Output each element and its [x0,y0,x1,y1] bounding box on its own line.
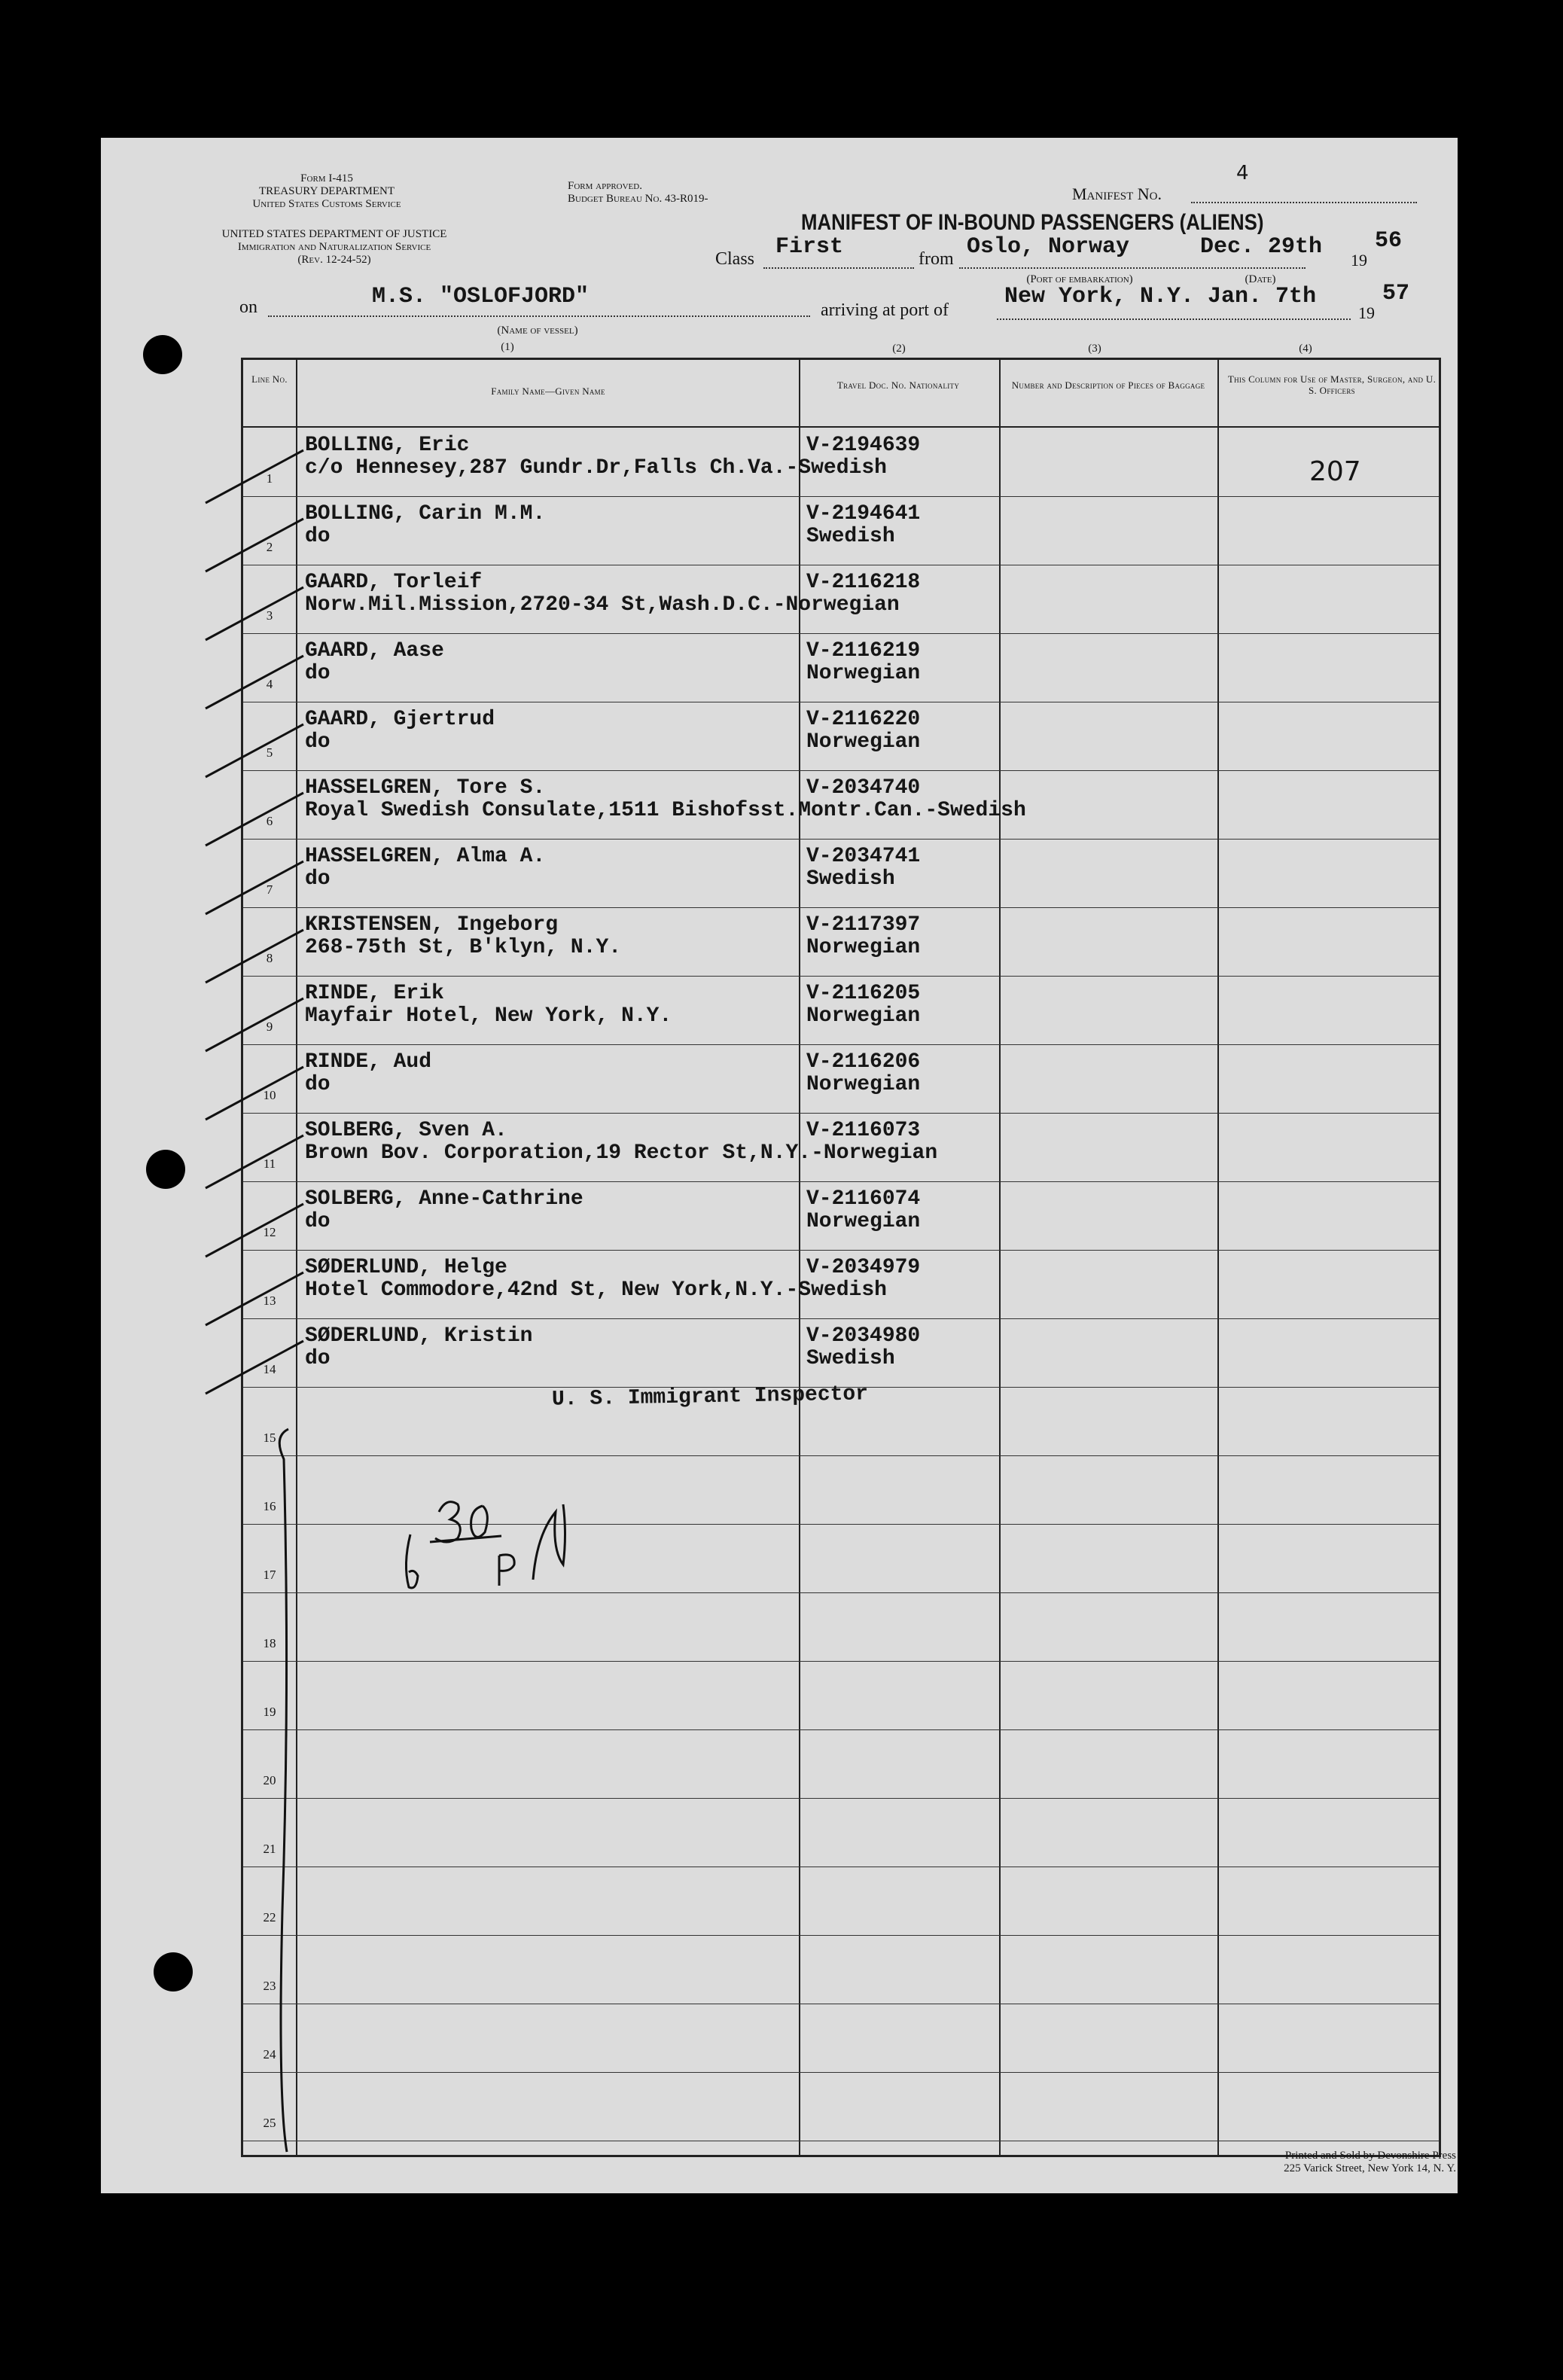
punch-hole-top [143,335,182,374]
row-divider [243,1661,1439,1662]
line-number: 19 [263,1705,276,1719]
check-mark [198,511,311,579]
header-travel-doc: Travel Doc. No. Nationality [836,379,960,391]
passenger-name: SOLBERG, Sven A. [305,1119,507,1142]
line-number: 5 [266,745,273,760]
travel-doc-number: V-2116219 [806,639,921,663]
passenger-name: HASSELGREN, Alma A. [305,845,546,868]
row-divider [243,770,1439,771]
line-number: 25 [263,2116,276,2130]
nationality: Norwegian [806,662,921,685]
line-number: 2 [266,540,273,554]
passenger-address: Brown Bov. Corporation,19 Rector St,N.Y.-Norwegian [305,1141,938,1165]
row-divider [243,1181,1439,1182]
travel-doc-number: V-2117397 [806,913,921,937]
date-caption: (Date) [1245,273,1276,285]
passenger-address: Hotel Commodore,42nd St, New York,N.Y.-Swedish [305,1278,887,1302]
line-number: 23 [263,1979,276,1993]
line-number: 4 [266,677,273,691]
row-divider [243,633,1439,634]
manifest-title: MANIFEST OF IN-BOUND PASSENGERS (ALIENS) [801,210,1264,235]
inspector-stamp: U. S. Immigrant Inspector [551,1382,869,1412]
travel-doc-number: V-2194639 [806,434,921,457]
check-mark [198,1128,311,1196]
nationality: Norwegian [806,730,921,754]
manifest-page [101,138,1458,2193]
nationality: Swedish [806,525,895,548]
vessel-caption: (Name of vessel) [497,325,578,337]
handwritten-time [349,1459,574,1595]
punch-hole-bottom [154,1952,193,1991]
check-mark [198,648,311,716]
passenger-address: c/o Hennesey,287 Gundr.Dr,Falls Ch.Va.-Swedish [305,456,887,480]
passenger-name: GAARD, Gjertrud [305,708,495,731]
line-number: 20 [263,1773,276,1787]
passenger-name: BOLLING, Eric [305,434,470,457]
passenger-name: GAARD, Torleif [305,571,483,594]
passenger-address: 268-75th St, B'klyn, N.Y. [305,936,622,959]
nationality: Norwegian [806,1073,921,1096]
passenger-name: SØDERLUND, Helge [305,1256,507,1279]
bracket-mark [261,1422,306,2159]
nationality: Norwegian [806,1210,921,1233]
passenger-name: SØDERLUND, Kristin [305,1324,533,1348]
check-mark [198,785,311,853]
nationality: Swedish [806,1347,895,1370]
header-officers: This Column for Use of Master, Surgeon, and U. S. Officers [1227,373,1437,396]
nationality: Swedish [806,867,895,891]
check-mark [198,1196,311,1264]
class-field [763,267,914,269]
passenger-name: GAARD, Aase [305,639,444,663]
passenger-address: do [305,662,331,685]
passenger-name: RINDE, Erik [305,982,444,1005]
col-divider-2 [799,360,800,2155]
passenger-address: Royal Swedish Consulate,1511 Bishofsst.Montr.Can.-Swedish [305,799,1026,822]
travel-doc-number: V-2116206 [806,1050,921,1074]
row-divider [243,1044,1439,1045]
manifest-no-label: Manifest No. [1072,184,1162,203]
revision-date: (Rev. 12-24-52) [297,254,371,266]
officer-note: 207 [1309,456,1361,487]
check-mark [198,580,311,648]
vessel-field [268,315,810,317]
justice-dept: UNITED STATES DEPARTMENT OF JUSTICE [221,228,447,240]
col-2-number: (2) [892,343,906,355]
passenger-name: RINDE, Aud [305,1050,432,1074]
travel-doc-number: V-2116218 [806,571,921,594]
col-4-number: (4) [1299,343,1312,355]
col-divider-4 [1217,360,1219,2155]
manifest-no-field [1191,201,1417,203]
passenger-name: KRISTENSEN, Ingeborg [305,913,559,937]
line-number: 8 [266,951,273,965]
nationality: Norwegian [806,1004,921,1028]
col-divider-3 [999,360,1001,2155]
passenger-table [241,358,1441,2157]
travel-doc-number: V-2116205 [806,982,921,1005]
travel-doc-number: V-2194641 [806,502,921,526]
header-baggage: Number and Description of Pieces of Baggage [1011,379,1205,391]
treasury-dept: TREASURY DEPARTMENT [258,185,395,197]
line-number: 10 [263,1088,276,1102]
from-date: Dec. 29th [1200,234,1323,260]
line-number: 12 [263,1225,276,1239]
line-number: 7 [266,882,273,897]
header-divider [243,426,1439,428]
line-number: 1 [266,471,273,486]
check-mark [198,854,311,922]
check-mark [198,922,311,990]
line-number: 13 [263,1294,276,1308]
passenger-address: Norw.Mil.Mission,2720-34 St,Wash.D.C.-Norwegian [305,593,900,617]
travel-doc-number: V-2116220 [806,708,921,731]
printer-line-2: 225 Varick Street, New York 14, N. Y. [1284,2162,1456,2174]
line-number: 11 [263,1156,276,1171]
row-divider [243,839,1439,840]
passenger-address: do [305,1347,331,1370]
row-divider [243,1318,1439,1319]
line-number: 24 [263,2047,276,2062]
justice-block [214,228,455,267]
header-left-block [221,172,432,211]
header-line-no: Line No. [251,373,288,385]
form-approved: Form approved. [568,180,642,192]
row-divider [243,1113,1439,1114]
line-number: 22 [263,1910,276,1924]
ins-name: Immigration and Naturalization Service [237,241,431,253]
approval-block [568,180,763,206]
nationality: Norwegian [806,936,921,959]
passenger-address: do [305,730,331,754]
port-caption: (Port of embarkation) [1026,273,1133,285]
check-mark [198,443,311,510]
line-number: 21 [263,1842,276,1856]
check-mark [198,717,311,785]
check-mark [198,1059,311,1127]
row-divider [243,907,1439,908]
manifest-no-value: 4 [1236,162,1249,184]
travel-doc-number: V-2034979 [806,1256,921,1279]
from-field [959,267,1306,269]
col-1-number: (1) [501,341,514,353]
handwritten-time-text [349,1459,352,1460]
line-number: 18 [263,1636,276,1650]
year-prefix-2: 19 [1358,303,1375,322]
travel-doc-number: V-2034980 [806,1324,921,1348]
row-divider [243,1250,1439,1251]
from-label: from [919,249,954,269]
row-divider [243,1729,1439,1730]
handwritten-time-strokes [349,1459,574,1595]
passenger-name: HASSELGREN, Tore S. [305,776,546,800]
class-value: First [775,234,844,260]
line-number: 3 [266,608,273,623]
line-number: 15 [263,1431,276,1445]
travel-doc-number: V-2116074 [806,1187,921,1211]
passenger-name: BOLLING, Carin M.M. [305,502,546,526]
check-mark [198,1265,311,1333]
arriving-label: arriving at port of [821,300,949,320]
arrival-port-date: New York, N.Y. Jan. 7th [1004,284,1317,309]
punch-hole-middle [146,1150,185,1189]
row-divider [243,976,1439,977]
col-3-number: (3) [1088,343,1101,355]
row-divider [243,2072,1439,2073]
passenger-address: do [305,1210,331,1233]
class-label: Class [715,249,755,269]
travel-doc-number: V-2034740 [806,776,921,800]
header-name: Family Name—Given Name [491,385,605,397]
year-2: 57 [1382,281,1410,306]
line-number: 6 [266,814,273,828]
passenger-address: Mayfair Hotel, New York, N.Y. [305,1004,672,1028]
from-port: Oslo, Norway [967,234,1130,260]
year-prefix-1: 19 [1351,251,1367,270]
budget-bureau: Budget Bureau No. 43-R019- [568,193,708,205]
travel-doc-number: V-2034741 [806,845,921,868]
row-divider [243,1935,1439,1936]
row-divider [243,1455,1439,1456]
line-number: 16 [263,1499,276,1513]
printer-line-1: Printed and Sold by Devonshire Press [1284,2150,1456,2162]
line-number: 14 [263,1362,276,1376]
passenger-address: do [305,867,331,891]
passenger-address: do [305,525,331,548]
printer-footer [1140,2150,1456,2175]
passenger-name: SOLBERG, Anne-Cathrine [305,1187,583,1211]
row-divider [243,1798,1439,1799]
line-number: 17 [263,1568,276,1582]
line-number: 9 [266,1019,273,1034]
travel-doc-number: V-2116073 [806,1119,921,1142]
year-1: 56 [1375,228,1403,254]
arrival-field [997,318,1351,320]
form-number: Form I-415 [300,172,353,184]
check-mark [198,991,311,1059]
on-label: on [239,297,257,317]
passenger-address: do [305,1073,331,1096]
check-mark [198,1333,311,1401]
customs-service: United States Customs Service [252,198,401,210]
vessel-name: M.S. "OSLOFJORD" [372,284,590,309]
row-divider [243,496,1439,497]
